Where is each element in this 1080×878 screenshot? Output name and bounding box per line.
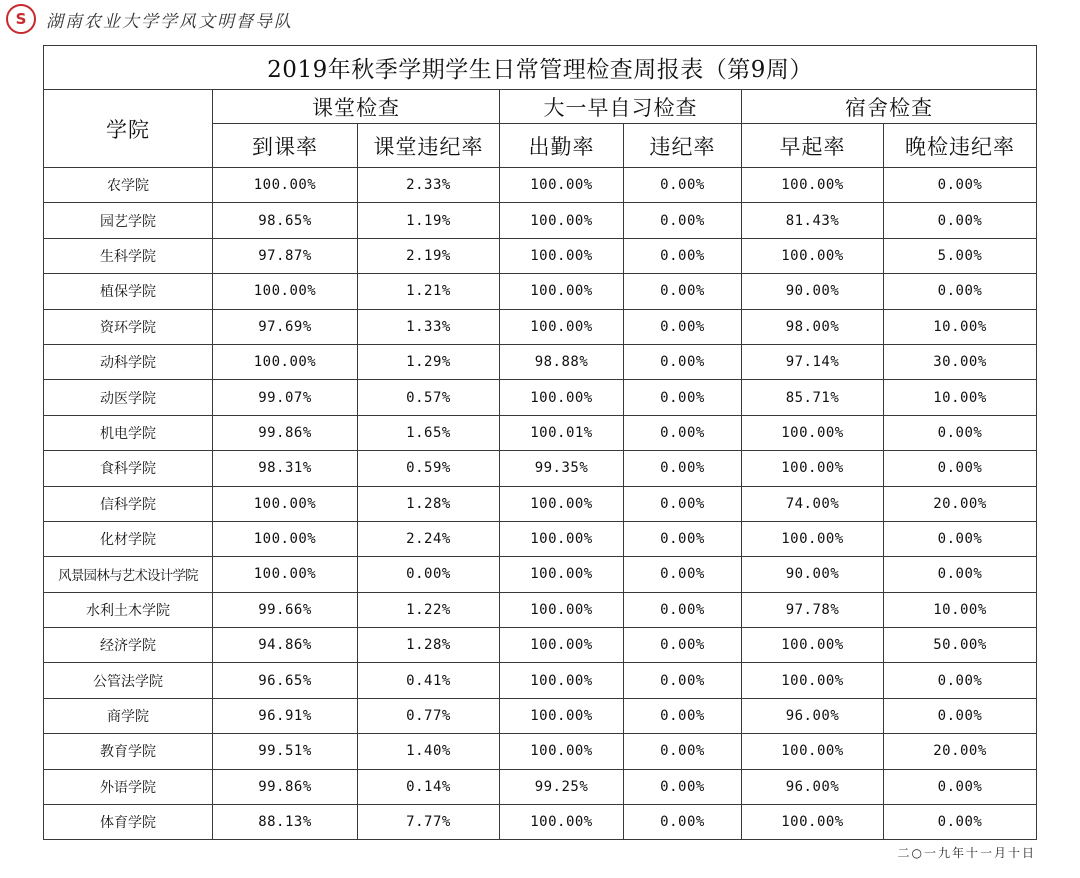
college-name-cell: 机电学院 <box>44 415 213 450</box>
value-cell: 0.00% <box>884 698 1037 733</box>
value-cell: 99.07% <box>213 380 358 415</box>
college-name-cell: 体育学院 <box>44 805 213 840</box>
value-cell: 0.00% <box>624 451 742 486</box>
value-cell: 99.25% <box>500 769 624 804</box>
table-row <box>44 628 1037 663</box>
value-cell: 0.57% <box>358 380 500 415</box>
table-row <box>44 344 1037 379</box>
value-cell: 97.87% <box>213 238 358 273</box>
value-cell: 20.00% <box>884 734 1037 769</box>
value-cell: 0.00% <box>624 344 742 379</box>
value-cell: 1.28% <box>358 628 500 663</box>
value-cell: 100.00% <box>213 486 358 521</box>
subheader-attendance-rate: 到课率 <box>213 124 358 168</box>
university-logo-icon: S <box>6 4 36 34</box>
value-cell: 99.66% <box>213 592 358 627</box>
value-cell: 100.00% <box>500 557 624 592</box>
value-cell: 100.00% <box>742 734 884 769</box>
value-cell: 0.00% <box>624 486 742 521</box>
value-cell: 0.59% <box>358 451 500 486</box>
college-column-header: 学院 <box>44 90 213 168</box>
value-cell: 98.65% <box>213 203 358 238</box>
value-cell: 96.00% <box>742 769 884 804</box>
college-name-cell: 信科学院 <box>44 486 213 521</box>
value-cell: 81.43% <box>742 203 884 238</box>
college-name-cell: 食科学院 <box>44 451 213 486</box>
value-cell: 100.00% <box>500 698 624 733</box>
subheader-night-check-violation-rate: 晚检违纪率 <box>884 124 1037 168</box>
table-row <box>44 168 1037 203</box>
value-cell: 1.65% <box>358 415 500 450</box>
college-name-cell: 教育学院 <box>44 734 213 769</box>
table-row <box>44 698 1037 733</box>
table-row <box>44 734 1037 769</box>
college-name-cell: 商学院 <box>44 698 213 733</box>
value-cell: 100.00% <box>213 168 358 203</box>
value-cell: 0.00% <box>624 805 742 840</box>
value-cell: 7.77% <box>358 805 500 840</box>
brand-header <box>6 4 293 34</box>
value-cell: 30.00% <box>884 344 1037 379</box>
table-row <box>44 805 1037 840</box>
table-row <box>44 238 1037 273</box>
college-name-cell: 生科学院 <box>44 238 213 273</box>
value-cell: 0.00% <box>884 274 1037 309</box>
college-name-cell: 动医学院 <box>44 380 213 415</box>
value-cell: 5.00% <box>884 238 1037 273</box>
value-cell: 50.00% <box>884 628 1037 663</box>
value-cell: 100.00% <box>213 557 358 592</box>
table-row <box>44 415 1037 450</box>
value-cell: 0.00% <box>884 769 1037 804</box>
report-body <box>44 168 1037 840</box>
value-cell: 0.00% <box>884 557 1037 592</box>
value-cell: 98.31% <box>213 451 358 486</box>
value-cell: 1.19% <box>358 203 500 238</box>
value-cell: 90.00% <box>742 557 884 592</box>
value-cell: 1.29% <box>358 344 500 379</box>
value-cell: 88.13% <box>213 805 358 840</box>
value-cell: 0.00% <box>624 592 742 627</box>
value-cell: 0.00% <box>624 415 742 450</box>
value-cell: 100.00% <box>742 663 884 698</box>
value-cell: 74.00% <box>742 486 884 521</box>
value-cell: 0.00% <box>884 521 1037 556</box>
college-name-cell: 经济学院 <box>44 628 213 663</box>
value-cell: 100.00% <box>500 592 624 627</box>
value-cell: 2.33% <box>358 168 500 203</box>
college-name-cell: 资环学院 <box>44 309 213 344</box>
value-cell: 100.00% <box>742 168 884 203</box>
value-cell: 0.00% <box>624 734 742 769</box>
table-row <box>44 769 1037 804</box>
value-cell: 100.00% <box>500 168 624 203</box>
value-cell: 100.00% <box>500 663 624 698</box>
value-cell: 0.00% <box>624 309 742 344</box>
value-cell: 0.77% <box>358 698 500 733</box>
subheader-early-rise-rate: 早起率 <box>742 124 884 168</box>
report-date: 二○一九年十一月十日 <box>897 846 1036 860</box>
table-row <box>44 451 1037 486</box>
college-name-cell: 植保学院 <box>44 274 213 309</box>
value-cell: 1.40% <box>358 734 500 769</box>
value-cell: 0.41% <box>358 663 500 698</box>
value-cell: 100.00% <box>213 344 358 379</box>
table-row <box>44 521 1037 556</box>
value-cell: 100.00% <box>742 451 884 486</box>
college-name-cell: 公管法学院 <box>44 663 213 698</box>
college-name-cell: 化材学院 <box>44 521 213 556</box>
value-cell: 0.00% <box>624 628 742 663</box>
value-cell: 0.00% <box>884 415 1037 450</box>
table-row <box>44 663 1037 698</box>
value-cell: 0.00% <box>624 168 742 203</box>
value-cell: 85.71% <box>742 380 884 415</box>
college-name-cell: 外语学院 <box>44 769 213 804</box>
value-cell: 100.00% <box>213 274 358 309</box>
subheader-morning-attendance: 出勤率 <box>500 124 624 168</box>
report-title: 2019年秋季学期学生日常管理检查周报表（第9周） <box>44 46 1037 90</box>
value-cell: 97.78% <box>742 592 884 627</box>
value-cell: 0.00% <box>358 557 500 592</box>
subheader-classroom-violation-rate: 课堂违纪率 <box>358 124 500 168</box>
value-cell: 2.24% <box>358 521 500 556</box>
value-cell: 100.00% <box>500 805 624 840</box>
value-cell: 99.86% <box>213 415 358 450</box>
value-cell: 100.00% <box>500 734 624 769</box>
value-cell: 0.00% <box>884 663 1037 698</box>
value-cell: 100.00% <box>742 415 884 450</box>
value-cell: 0.00% <box>624 769 742 804</box>
college-name-cell: 农学院 <box>44 168 213 203</box>
value-cell: 100.00% <box>500 309 624 344</box>
table-row <box>44 203 1037 238</box>
value-cell: 1.21% <box>358 274 500 309</box>
value-cell: 99.35% <box>500 451 624 486</box>
value-cell: 1.28% <box>358 486 500 521</box>
value-cell: 100.01% <box>500 415 624 450</box>
value-cell: 0.00% <box>624 557 742 592</box>
value-cell: 96.65% <box>213 663 358 698</box>
college-name-cell: 动科学院 <box>44 344 213 379</box>
value-cell: 1.33% <box>358 309 500 344</box>
value-cell: 98.88% <box>500 344 624 379</box>
value-cell: 100.00% <box>500 628 624 663</box>
value-cell: 0.00% <box>624 274 742 309</box>
table-row <box>44 486 1037 521</box>
table-row <box>44 557 1037 592</box>
college-name-cell: 园艺学院 <box>44 203 213 238</box>
value-cell: 96.91% <box>213 698 358 733</box>
value-cell: 10.00% <box>884 592 1037 627</box>
value-cell: 10.00% <box>884 380 1037 415</box>
value-cell: 10.00% <box>884 309 1037 344</box>
value-cell: 99.86% <box>213 769 358 804</box>
table-row <box>44 592 1037 627</box>
table-row <box>44 274 1037 309</box>
value-cell: 94.86% <box>213 628 358 663</box>
group-header-morning-study: 大一早自习检查 <box>500 90 742 124</box>
brand-text: 湖南农业大学学风文明督导队 <box>46 11 293 32</box>
value-cell: 0.00% <box>624 238 742 273</box>
value-cell: 100.00% <box>500 203 624 238</box>
value-cell: 0.00% <box>624 698 742 733</box>
college-name-cell: 水利土木学院 <box>44 592 213 627</box>
value-cell: 1.22% <box>358 592 500 627</box>
group-header-classroom: 课堂检查 <box>213 90 500 124</box>
value-cell: 100.00% <box>742 521 884 556</box>
value-cell: 0.00% <box>624 380 742 415</box>
value-cell: 100.00% <box>500 274 624 309</box>
value-cell: 100.00% <box>500 486 624 521</box>
value-cell: 90.00% <box>742 274 884 309</box>
value-cell: 0.14% <box>358 769 500 804</box>
value-cell: 100.00% <box>742 628 884 663</box>
value-cell: 0.00% <box>624 521 742 556</box>
value-cell: 98.00% <box>742 309 884 344</box>
value-cell: 2.19% <box>358 238 500 273</box>
value-cell: 100.00% <box>213 521 358 556</box>
value-cell: 0.00% <box>624 203 742 238</box>
subheader-morning-violation-rate: 违纪率 <box>624 124 742 168</box>
value-cell: 100.00% <box>742 238 884 273</box>
value-cell: 0.00% <box>884 805 1037 840</box>
value-cell: 100.00% <box>742 805 884 840</box>
value-cell: 0.00% <box>624 663 742 698</box>
value-cell: 97.69% <box>213 309 358 344</box>
value-cell: 100.00% <box>500 521 624 556</box>
college-name-cell: 风景园林与艺术设计学院 <box>44 557 213 592</box>
value-cell: 20.00% <box>884 486 1037 521</box>
value-cell: 0.00% <box>884 451 1037 486</box>
weekly-report-table <box>43 45 1037 840</box>
value-cell: 99.51% <box>213 734 358 769</box>
value-cell: 0.00% <box>884 168 1037 203</box>
group-header-dormitory: 宿舍检查 <box>742 90 1037 124</box>
value-cell: 100.00% <box>500 380 624 415</box>
value-cell: 100.00% <box>500 238 624 273</box>
table-row <box>44 309 1037 344</box>
value-cell: 97.14% <box>742 344 884 379</box>
table-row <box>44 380 1037 415</box>
value-cell: 96.00% <box>742 698 884 733</box>
value-cell: 0.00% <box>884 203 1037 238</box>
